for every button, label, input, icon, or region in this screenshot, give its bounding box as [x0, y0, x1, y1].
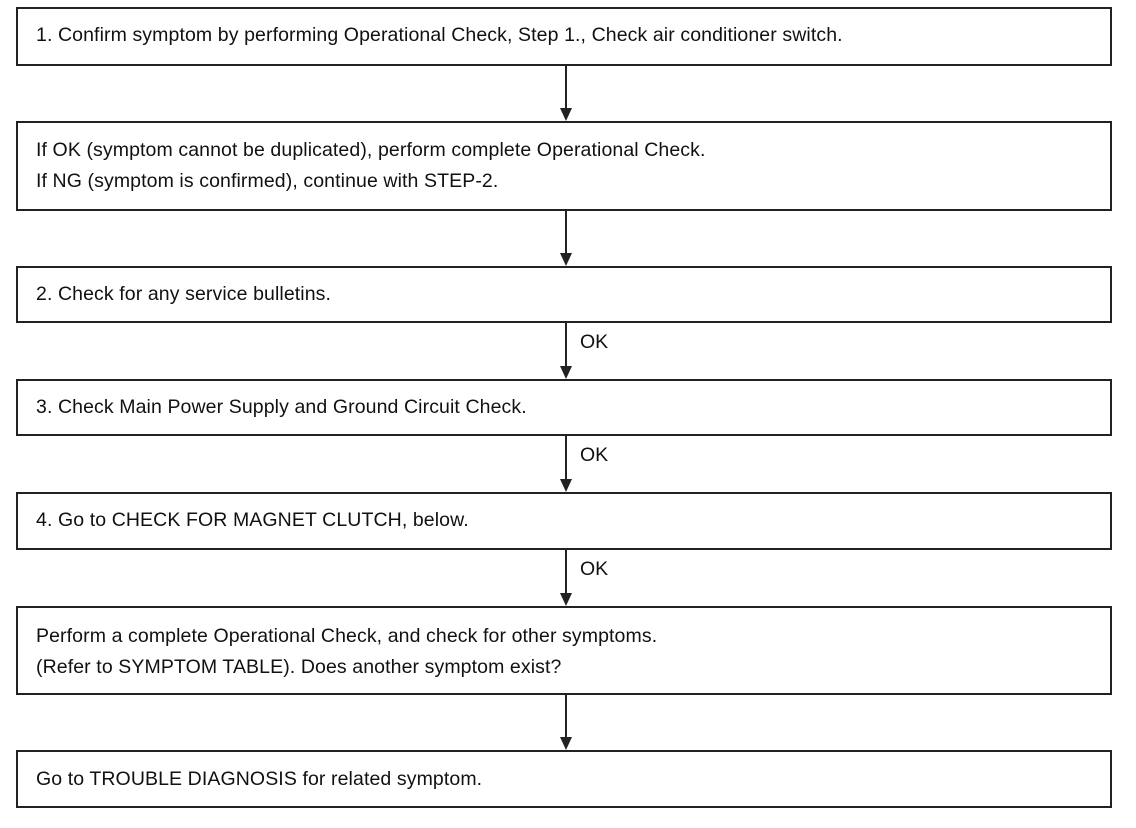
step2-box [16, 266, 1112, 323]
step1-text: 1. Confirm symptom by performing Operational Check, Step 1., Check air conditioner switch. [36, 24, 843, 46]
ok-label-2: OK [580, 444, 609, 466]
connector-4 [565, 436, 567, 481]
ok-label-1: OK [580, 331, 609, 353]
decision1-line2: If NG (symptom is confirmed), continue with STEP-2. [36, 170, 499, 192]
step1-box [16, 7, 1112, 66]
connector-1 [565, 66, 567, 110]
ok-label-3: OK [580, 558, 609, 580]
arrowhead-2 [560, 253, 572, 266]
final-check-box [16, 606, 1112, 695]
step3-text: 3. Check Main Power Supply and Ground Circuit Check. [36, 396, 527, 418]
connector-6 [565, 695, 567, 739]
step4-text: 4. Go to CHECK FOR MAGNET CLUTCH, below. [36, 509, 469, 531]
arrowhead-1 [560, 108, 572, 121]
final-check-line1: Perform a complete Operational Check, and check for other symptoms. [36, 625, 658, 647]
connector-2 [565, 211, 567, 255]
trouble-diagnosis-text: Go to TROUBLE DIAGNOSIS for related symptom. [36, 768, 483, 790]
final-check-line2: (Refer to SYMPTOM TABLE). Does another symptom exist? [36, 656, 562, 678]
connector-5 [565, 550, 567, 595]
arrowhead-6 [560, 737, 572, 750]
arrowhead-5 [560, 593, 572, 606]
step3-box [16, 379, 1112, 436]
decision1-box [16, 121, 1112, 211]
step4-box [16, 492, 1112, 550]
arrowhead-3 [560, 366, 572, 379]
connector-3 [565, 323, 567, 368]
trouble-diagnosis-box [16, 750, 1112, 808]
decision1-line1: If OK (symptom cannot be duplicated), perform complete Operational Check. [36, 139, 706, 161]
step2-text: 2. Check for any service bulletins. [36, 283, 332, 305]
arrowhead-4 [560, 479, 572, 492]
